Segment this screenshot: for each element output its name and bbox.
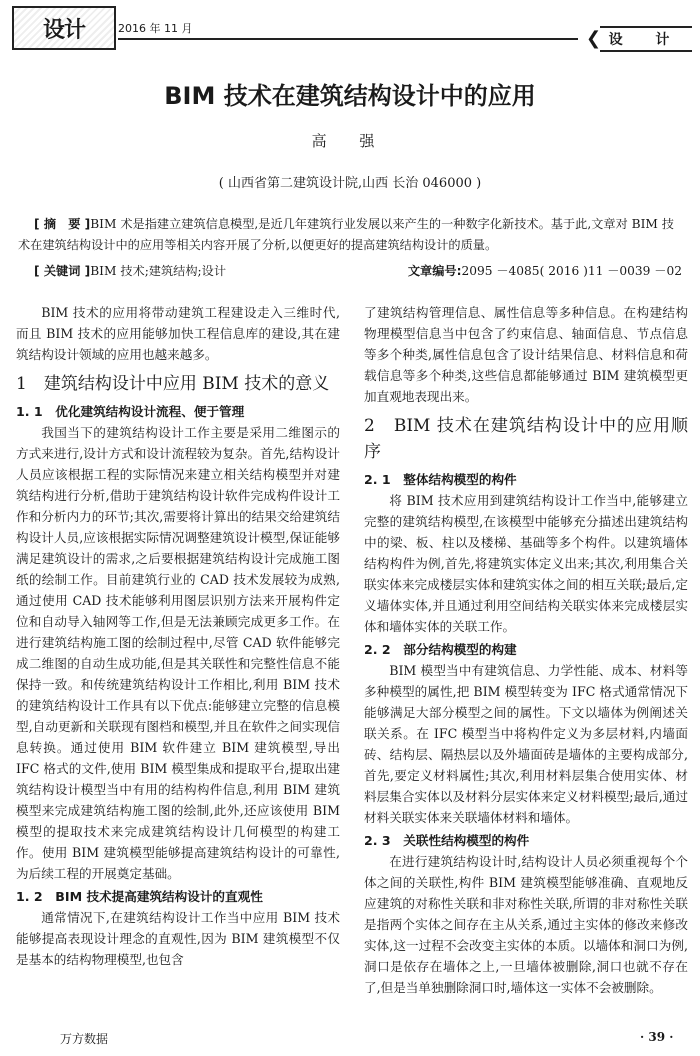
article-number xyxy=(408,262,682,279)
abstract-label: [ 摘 要 ] xyxy=(34,217,91,231)
journal-header xyxy=(0,0,700,62)
section-2-1-paragraph: 将 BIM 技术应用到建筑结构设计工作当中,能够建立完整的建筑结构模型,在该模型中能够充分描述出建筑结构中的梁、板、柱以及楼梯、基础等多个构件。以建筑墙体结构构件为例,首先,将建筑实体定义出来;其次,利用集合关联实体来完成楼层实体和建筑实体之间的相互关联;最后,定义墙体实体,并且通过利用空间结构关联实体来完成楼层实体和墙体实体的关联工作。 xyxy=(364,493,688,634)
article-number-label: 文章编号: xyxy=(407,264,462,278)
keywords-label: [ 关键词 ] xyxy=(34,264,91,278)
section-2-2-paragraph: BIM 模型当中有建筑信息、力学性能、成本、材料等多种模型的属性,把 BIM 模型转变为 IFC 格式通常情况下能够满足大部分模型之间的属性。下文以墙体为例阐述关联关系。在 IFC 模型当中将构件定义为多层材料,内墙面砖、结构层、隔热层以及外墙面砖是墙体的主要构成部分,首先,要定义材料属性;其次,利用材料层集合使用实体、材料层集合实体以及材料分层实体来定义材料模型;最后,通过材料关联实体来关联墙体材料和墙体。 xyxy=(364,663,688,825)
section-chevron-icon: ❮ xyxy=(586,28,602,49)
section-2-3-heading: 2. 3 关联性结构模型的构件 xyxy=(364,833,530,848)
keywords-text: BIM 技术;建筑结构;设计 xyxy=(90,264,227,278)
keywords-row xyxy=(34,262,682,279)
section-tag xyxy=(586,26,692,52)
journal-logo: 设计 xyxy=(12,6,116,50)
section-2-3-paragraph: 在进行建筑结构设计时,结构设计人员必须重视每个个体之间的关联性,构件 BIM 建筑模型能够准确、直观地反应建筑的对称性关联和非对称性关联,所谓的非对称性关联是指两个实体之间存在主从关系,通过主实体的修改来修改实体,这一过程不会改变主实体的本质。以墙体和洞口为例,洞口是依存在墙体之上,一旦墙体被删除,洞口也就不存在了,但是当单独删除洞口时,墙体这一实体不会被删除。 xyxy=(364,854,688,995)
header-rule xyxy=(118,38,578,40)
section-1-heading: 1 建筑结构设计中应用 BIM 技术的意义 xyxy=(16,374,330,394)
section-2-heading: 2 BIM 技术在建筑结构设计中的应用顺序 xyxy=(364,416,688,462)
right-column xyxy=(364,302,688,998)
section-1-1-heading: 1. 1 优化建筑结构设计流程、便于管理 xyxy=(16,404,245,419)
section-label: 设 计 xyxy=(608,32,684,48)
left-column xyxy=(16,302,340,970)
article-number-text: 2095 －4085( 2016 )11 －0039 －02 xyxy=(461,264,682,278)
issue-date: 2016 年 11 月 xyxy=(118,22,193,35)
source-watermark: 万方数据 xyxy=(60,1032,109,1046)
abstract xyxy=(18,214,682,256)
section-1-1-paragraph: 我国当下的建筑结构设计工作主要是采用二维图示的方式来进行,设计方式和设计流程较为复杂。首先,结构设计人员应该根据工程的实际情况来建立相关结构模型并对建筑结构进行分析,借助于建筑结构设计软件完成构件设计工作和分析内力的环节;其次,需要将计算出的结果交给建筑结构设计人员,应该根据实际情况调整建筑设计模型,保证能够满足建筑设计的需求,之后要根据建筑结构设计完成施工图纸的绘制工作。目前建筑行业的 CAD 技术发展较为成熟,通过使用 CAD 技术能够利用图层识别方法来开展构件定位和自动导入轴网等工作,但是无法兼顾完成更多工作。在进行建筑结构施工图的绘制过程中,尽管 CAD 软件能够完成二维图的自动生成功能,但是其关联性和完整性信息不能保持一致。和传统建筑结构设计工作相比,利用 BIM 技术的建筑结构设计工作具有以下优点:能够建立完整的信息模型,自动更新和关联现有图档和模型,并且在软件之间实现信息转换。通过使用 BIM 软件建立 BIM 建筑模型,导出 IFC 格式的文件,使用 BIM 模型集成和提取平台,提取出建筑结构设计模型当中有用的结构构件信息,利用 BIM 建筑模型来完成建筑结构施工图的绘制,此外,还应该使用 BIM 模型的提取技术来完成建筑结构设计几何模型的构建工作。使用 BIM 建筑模型能够提高建筑结构设计的可靠性,为后续工程的开展奠定基础。 xyxy=(16,425,340,881)
abstract-text: BIM 术是指建立建筑信息模型,是近几年建筑行业发展以来产生的一种数字化新技术。基于此,文章对 BIM 技术在建筑结构设计中的应用等相关内容开展了分析,以便更好的提高建筑结构设计的质量。 xyxy=(18,217,674,252)
intro-paragraph: BIM 技术的应用将带动建筑工程建设走入三维时代,而且 BIM 技术的应用能够加快工程信息库的建设,其在建筑结构设计领域的应用也越来越多。 xyxy=(16,305,340,362)
author: 高 强 xyxy=(311,132,389,150)
article-title: BIM 技术在建筑结构设计中的应用 xyxy=(164,82,536,110)
affiliation: ( 山西省第二建筑设计院,山西 长治 046000 ) xyxy=(218,176,482,191)
section-1-2-paragraph: 通常情况下,在建筑结构设计工作当中应用 BIM 技术能够提高表现设计理念的直观性,因为 BIM 建筑模型不仅是基本的结构物理模型,也包含 xyxy=(16,910,340,967)
section-2-1-heading: 2. 1 整体结构模型的构件 xyxy=(364,472,517,487)
section-2-2-heading: 2. 2 部分结构模型的构建 xyxy=(364,642,517,657)
section-1-2-heading: 1. 2 BIM 技术提高建筑结构设计的直观性 xyxy=(16,889,263,904)
section-1-2-continued: 了建筑结构管理信息、属性信息等多种信息。在构建结构物理模型信息当中包含了约束信息、轴面信息、节点信息等多个种类,属性信息包含了设计结果信息、材料信息和荷载信息等多个种类,这些信息都能够通过 BIM 建筑模型更加直观地表现出来。 xyxy=(364,305,688,404)
page-number: · 39 · xyxy=(640,1030,674,1044)
